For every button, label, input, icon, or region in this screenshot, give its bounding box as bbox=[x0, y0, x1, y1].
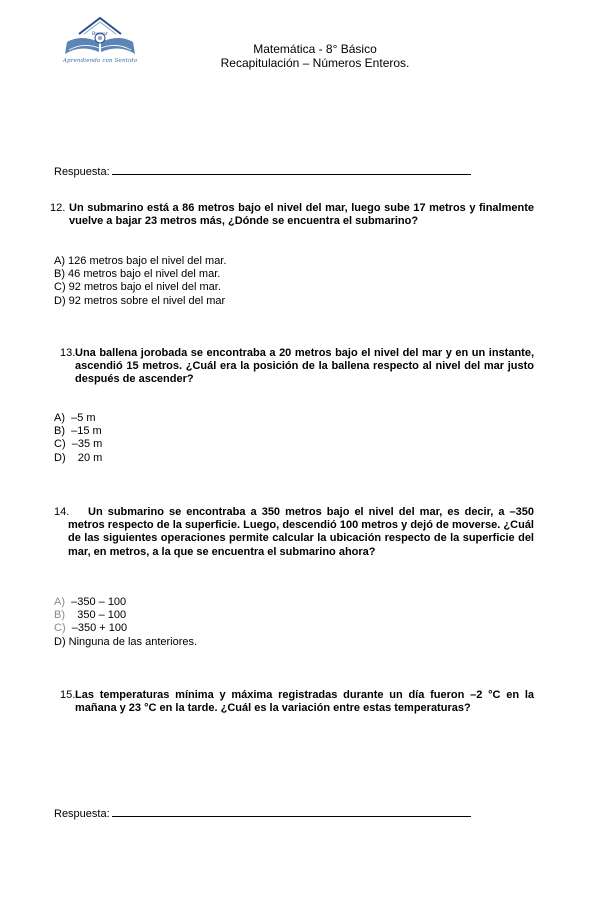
option-letter: D) bbox=[54, 635, 66, 648]
question-15 bbox=[60, 689, 534, 715]
option-d[interactable]: D) 20 m bbox=[54, 451, 103, 464]
logo-top-word: Buscar bbox=[91, 32, 109, 37]
option-a[interactable]: A) 126 metros bajo el nivel del mar. bbox=[54, 255, 227, 267]
option-b[interactable]: B) –15 m bbox=[54, 425, 102, 438]
option-letter: B) bbox=[54, 609, 65, 622]
option-value: Ninguna de las anteriores. bbox=[65, 635, 198, 648]
option-c[interactable]: C) –35 m bbox=[54, 438, 103, 451]
answer-blank[interactable] bbox=[112, 163, 471, 175]
options-13 bbox=[54, 412, 102, 465]
school-logo bbox=[57, 14, 143, 72]
question-text: Un submarino está a 86 metros bajo el nivel del mar, luego sube 17 metros y finalmente vuelve a bajar 23 metros más, ¿Dónde se encuentra el submarino? bbox=[69, 202, 534, 228]
option-d[interactable] bbox=[54, 636, 197, 649]
option-a[interactable] bbox=[54, 596, 197, 609]
option-d[interactable]: D) 92 metros sobre el nivel del mar bbox=[54, 294, 226, 307]
question-text: Las temperaturas mínima y máxima registradas durante un día fueron –2 °C en la mañana y 23 °C en la tarde. ¿Cuál es la variación entre estas temperaturas? bbox=[75, 689, 534, 715]
question-number: 12. bbox=[50, 202, 66, 214]
option-b[interactable]: B) 46 metros bajo el nivel del mar. bbox=[54, 268, 221, 281]
option-b[interactable] bbox=[54, 609, 197, 622]
options-12 bbox=[54, 255, 226, 308]
option-value: –350 + 100 bbox=[65, 622, 128, 635]
question-number: 15. bbox=[60, 689, 76, 701]
logo-caption: Aprendiendo con Sentido bbox=[62, 58, 138, 64]
question-text: Una ballena jorobada se encontraba a 20 metros bajo el nivel del mar y en un instante, ascendió 15 metros. ¿Cuál era la posición de la ballena respecto al nivel del mar justo después de ascender? bbox=[75, 347, 534, 386]
options-14 bbox=[54, 596, 197, 649]
option-letter: C) bbox=[54, 622, 66, 635]
option-value: 350 – 100 bbox=[65, 609, 127, 622]
option-c[interactable] bbox=[54, 622, 197, 635]
option-c[interactable]: C) 92 metros bajo el nivel del mar. bbox=[54, 281, 221, 294]
answer-label: Respuesta: bbox=[54, 808, 110, 820]
question-13 bbox=[60, 347, 534, 387]
question-number: 14. bbox=[54, 506, 70, 518]
answer-label: Respuesta: bbox=[54, 166, 110, 178]
answer-blank[interactable] bbox=[112, 805, 471, 817]
document-header bbox=[170, 42, 460, 70]
answer-line-1 bbox=[54, 163, 471, 179]
question-number: 13. bbox=[60, 347, 76, 359]
header-subject: Matemática - 8° Básico bbox=[253, 42, 377, 56]
option-value: –350 – 100 bbox=[65, 596, 127, 608]
answer-line-2 bbox=[54, 805, 471, 821]
question-12 bbox=[50, 202, 534, 228]
question-14 bbox=[54, 506, 534, 559]
question-text: Un submarino se encontraba a 350 metros bajo el nivel del mar, es decir, a –350 metros respecto de la superficie. Luego, descendió 100 metros y dejó de moverse. ¿Cuál de las siguientes operaciones permite calcular la ubicación respecto de la superficie del mar, en metros, a la que se encuentra el submarino ahora? bbox=[68, 506, 534, 558]
header-topic: Recapitulación – Números Enteros. bbox=[220, 56, 410, 70]
option-a[interactable]: A) –5 m bbox=[54, 412, 96, 424]
option-letter: A) bbox=[54, 596, 65, 608]
